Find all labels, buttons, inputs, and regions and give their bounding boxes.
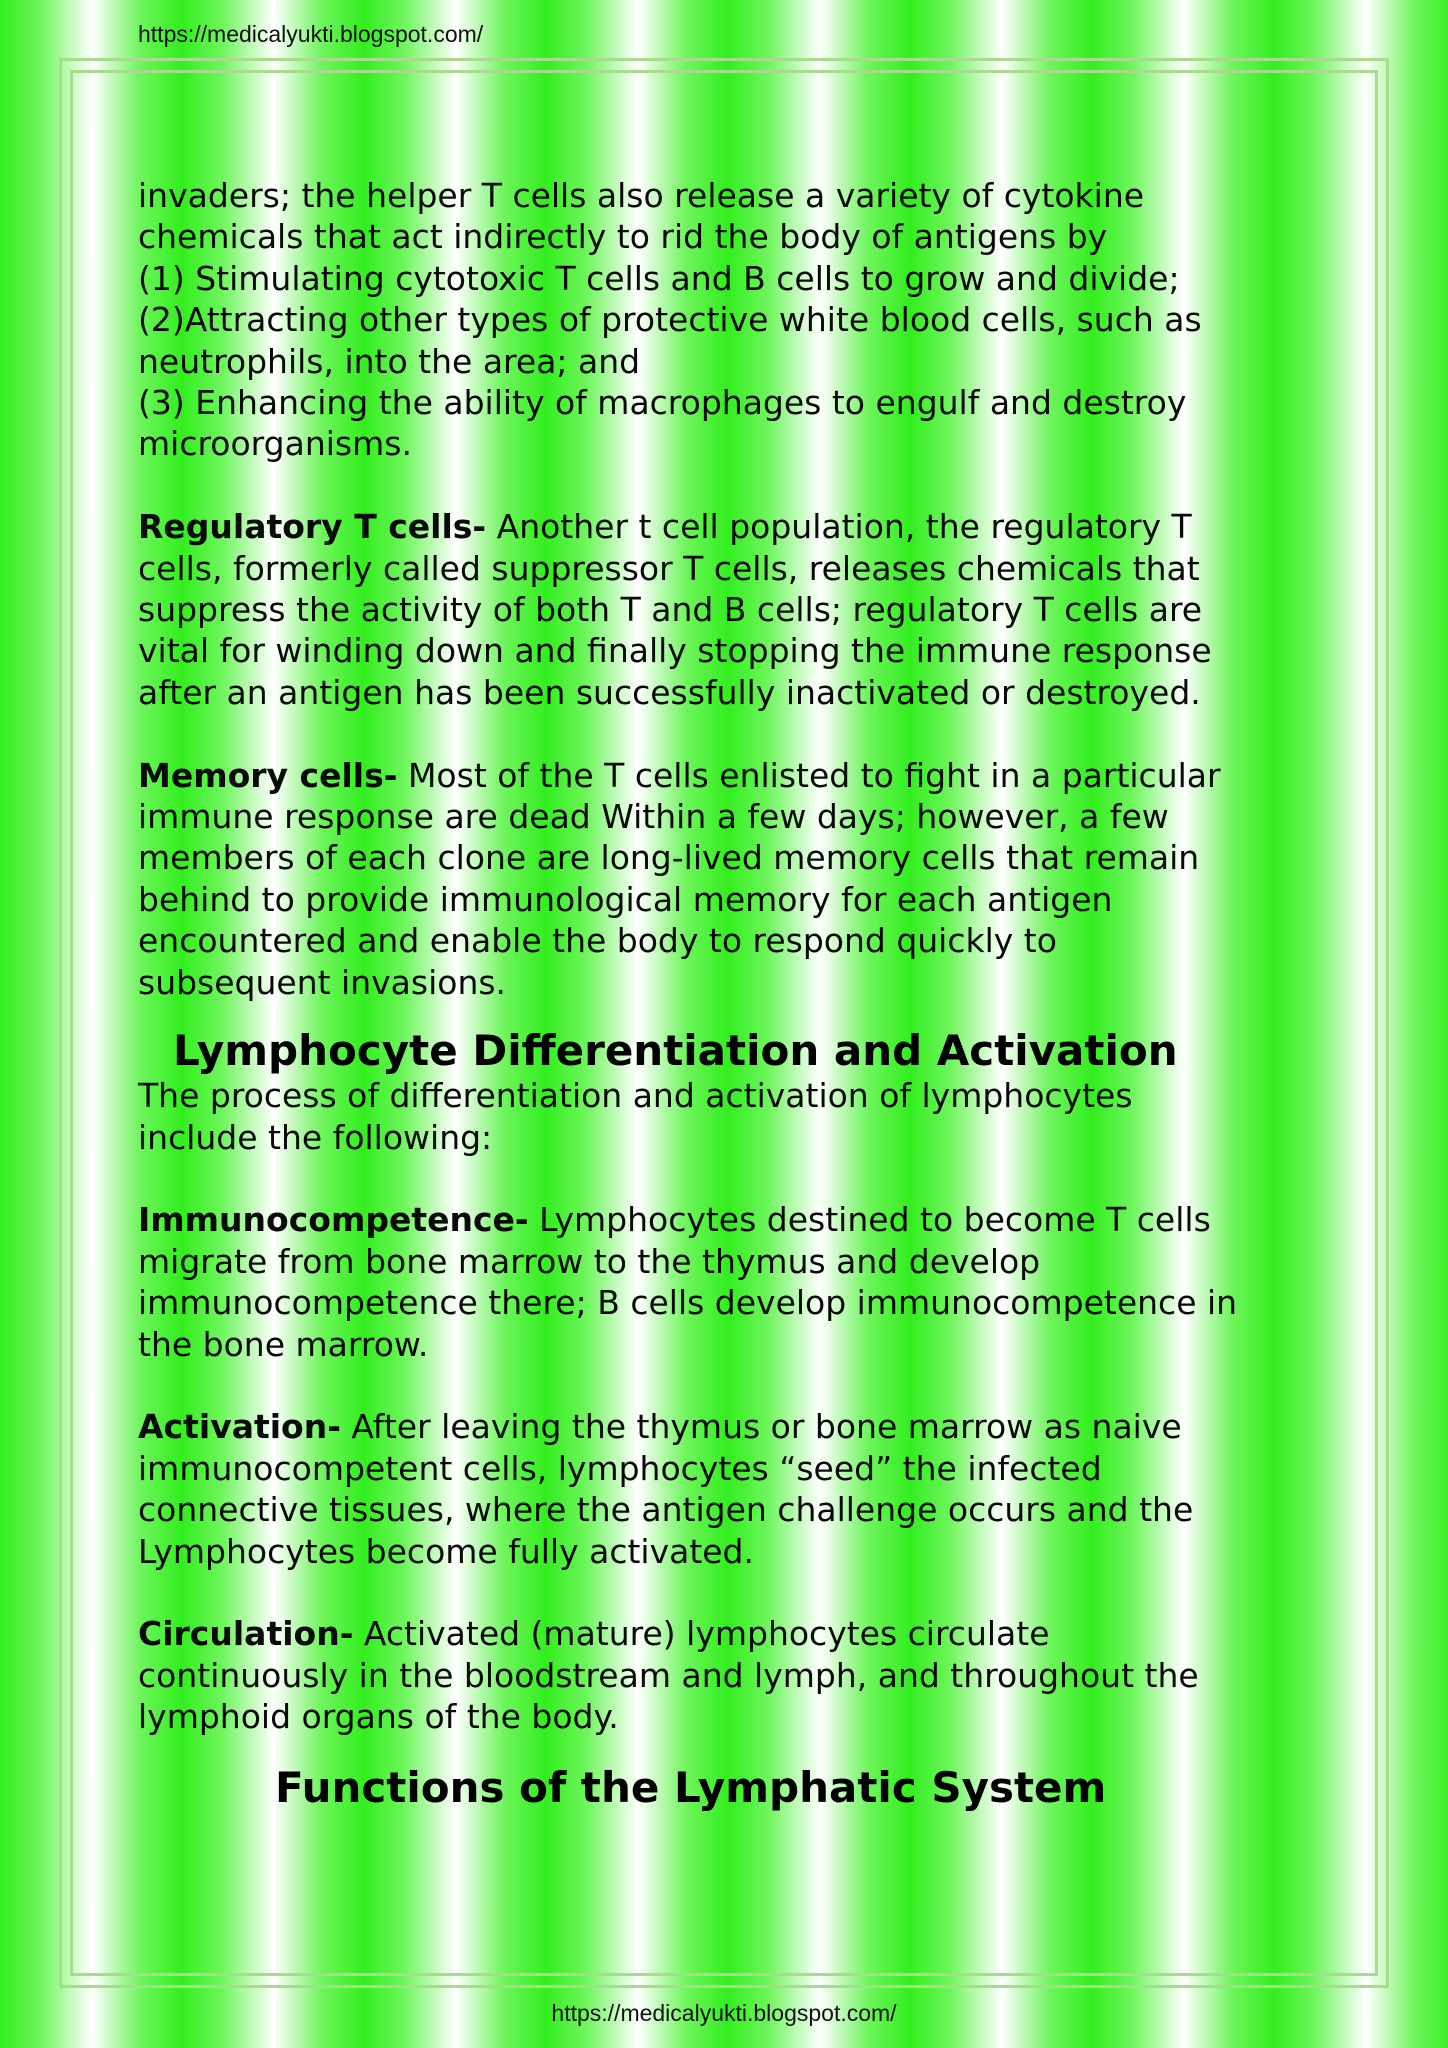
immunocompetence-term: Immunocompetence-: [138, 1200, 529, 1240]
regulatory-t-cells-paragraph: Regulatory T cells- Another t cell population, the regulatory T cells, formerly called suppressor T cells, releases chemicals that suppress the activity of both T and B cells; regulatory T cells are vital for winding down and finally stopping the immune response after an antigen has been successfully inactivated or destroyed.: [138, 507, 1212, 712]
memory-cells-paragraph: Memory cells- Most of the T cells enlisted to fight in a particular immune response are dead Within a few days; however, a few members of each clone are long-lived memory cells that remain behind to provide immunological memory for each antigen encountered and enable the body to respond quickly to subsequent invasions.: [138, 755, 1221, 1002]
regulatory-t-cells-term: Regulatory T cells-: [138, 507, 487, 547]
intro-paragraph: invaders; the helper T cells also release a variety of cytokine chemicals that act indirectly to rid the body of antigens by (1) Stimulating cytotoxic T cells and B cells to grow and divide; (2)Attracting other types of protective white blood cells, such as neutrophils, into the area; and (3) Enhancing the ability of macrophages to engulf and destroy microorganisms.: [138, 176, 1202, 464]
document-body: [138, 175, 1278, 1812]
circulation-paragraph: Circulation- Activated (mature) lymphocytes circulate continuously in the bloodstream and lymph, and throughout the lymphoid organs of the body.: [138, 1614, 1199, 1737]
lymphocyte-heading: Lymphocyte Differentiation and Activation: [173, 1026, 1178, 1076]
header-url[interactable]: https://medicalyukti.blogspot.com/: [138, 21, 484, 47]
activation-term: Activation-: [138, 1407, 341, 1447]
circulation-term: Circulation-: [138, 1614, 354, 1654]
memory-cells-term: Memory cells-: [138, 755, 398, 795]
functions-heading: Functions of the Lymphatic System: [275, 1762, 1107, 1812]
footer-url[interactable]: https://medicalyukti.blogspot.com/: [551, 2000, 897, 2026]
activation-paragraph: Activation- After leaving the thymus or bone marrow as naive immunocompetent cells, lymphocytes “seed” the infected connective tissues, where the antigen challenge occurs and the Lymphocytes become fully activated.: [138, 1407, 1194, 1571]
lymphocyte-intro-paragraph: The process of differentiation and activation of lymphocytes include the following:: [138, 1076, 1133, 1157]
immunocompetence-paragraph: Immunocompetence- Lymphocytes destined to become T cells migrate from bone marrow to the thymus and develop immunocompetence there; B cells develop immunocompetence in the bone marrow.: [138, 1200, 1238, 1364]
